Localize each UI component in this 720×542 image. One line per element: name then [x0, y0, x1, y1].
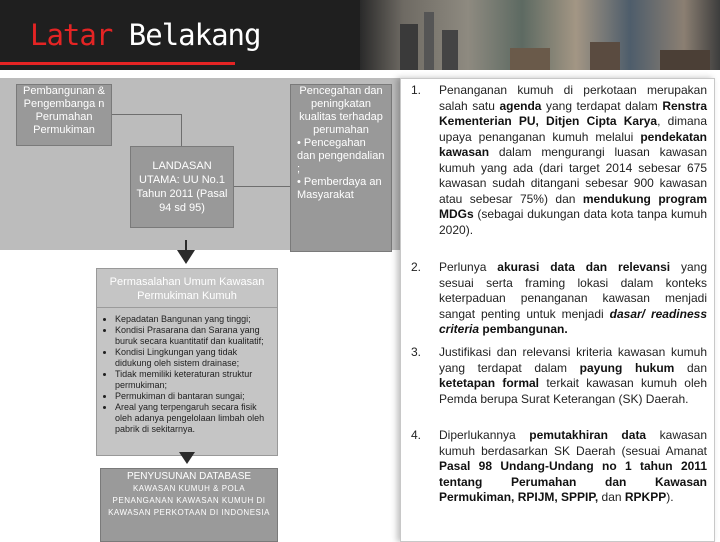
point-text: Perlunya akurasi data dan relevansi yang sesuai serta framing lokasi dalam konteks keterpaduan penanganan kawasan menjadi sangat penting untuk menjadi dasar/ readiness criteria pembangunan. [439, 260, 708, 336]
slum-photo-strip [360, 0, 720, 70]
header-bar [0, 0, 720, 70]
legal-basis-text: LANDASAN UTAMA: UU No.1 Tahun 2011 (Pasal 94 sd 95) [136, 160, 228, 214]
problem-item: • Kepadatan Bangunan yang tinggi; [115, 314, 271, 325]
database-output-box [100, 468, 278, 542]
point-number: 2. [411, 260, 422, 274]
problem-item: • Kondisi Prasarana dan Sarana yang buruk secara kuantitatif dan kualitatif; [115, 325, 271, 347]
arrow-down-icon [177, 250, 195, 264]
problem-item: • Areal yang terpengaruh secara fisik oleh adanya pengelolaan limbah oleh pabrik di sekitarnya. [115, 402, 271, 435]
point-text: Diperlukannya pemutakhiran data kawasan kumuh berdasarkan SK Daerah (sesuai Amanat Pasal 98 Undang-Undang no 1 tahun 2011 tentang Perumahan dan Kawasan Permukiman, RPIJM, SPPIP, dan RPKPP). [439, 428, 708, 504]
legal-basis-panel [0, 78, 400, 250]
output-body: KAWASAN KUMUH & POLA PENANGANAN KAWASAN KUMUH DI KAWASAN PERKOTAAN DI INDONESIA [108, 484, 270, 517]
point-3 [411, 345, 707, 407]
title-underline [0, 62, 235, 65]
title-rest: Belakang [112, 18, 261, 52]
point-number: 3. [411, 345, 422, 359]
connector-mid [181, 114, 182, 146]
point-text: Justifikasi dan relevansi kriteria kawasan kumuh yang terdapat dalam payung hukum dan ketetapan formal terkait kawasan kumuh oleh Pemda berupa Surat Keterangan (SK) Daerah. [439, 345, 707, 406]
arrow-down-icon [179, 452, 195, 464]
points-panel [400, 78, 715, 542]
legal-basis-box [130, 146, 234, 228]
point-2 [411, 260, 707, 338]
point-number: 1. [411, 83, 422, 97]
problem-item: • Tidak memiliki keteraturan struktur permukiman; [115, 369, 271, 391]
prevention-head: Pencegahan dan peningkatan kualitas terhadap perumahan [299, 85, 383, 136]
problem-title: Permasalahan Umum Kawasan Permukiman Kumuh [97, 269, 277, 308]
point-number: 4. [411, 428, 422, 442]
point-text: Penanganan kumuh di perkotaan merupakan salah satu agenda yang terdapat dalam Renstra Kementerian PU, Ditjen Cipta Karya, dimana upaya penanganan kumuh melalui pendekatan kawasan dalam mengurangi luasan kawasan kumuh yang ada (dari target 2014 sebesar 675 kawasan sudah ditangani sebesar 900 kawasan atau sebesar 75%) dan mendukung program MDGs (sebagai dukungan data kota tanpa kumuh 2020). [439, 83, 707, 237]
prevention-item-2: • Pemberdaya an Masyarakat [297, 176, 382, 201]
prevention-item-1: • Pencegahan dan pengendalian ; [297, 137, 385, 175]
point-1 [411, 83, 707, 238]
point-4 [411, 428, 707, 506]
output-title: PENYUSUNAN DATABASE [126, 471, 252, 482]
problem-list [97, 314, 277, 435]
connector-left [110, 114, 182, 115]
development-box: Pembangunan & Pengembanga n Perumahan Permukiman [16, 84, 112, 146]
problem-item: • Permukiman di bantaran sungai; [115, 391, 271, 402]
background-diagram [0, 78, 400, 540]
page-title [30, 18, 260, 52]
problem-panel [96, 268, 278, 456]
connector-right [232, 186, 290, 187]
prevention-box [290, 84, 392, 252]
problem-item: • Kondisi Lingkungan yang tidak didukung oleh sistem drainase; [115, 347, 271, 369]
title-accent: Latar [30, 18, 113, 52]
